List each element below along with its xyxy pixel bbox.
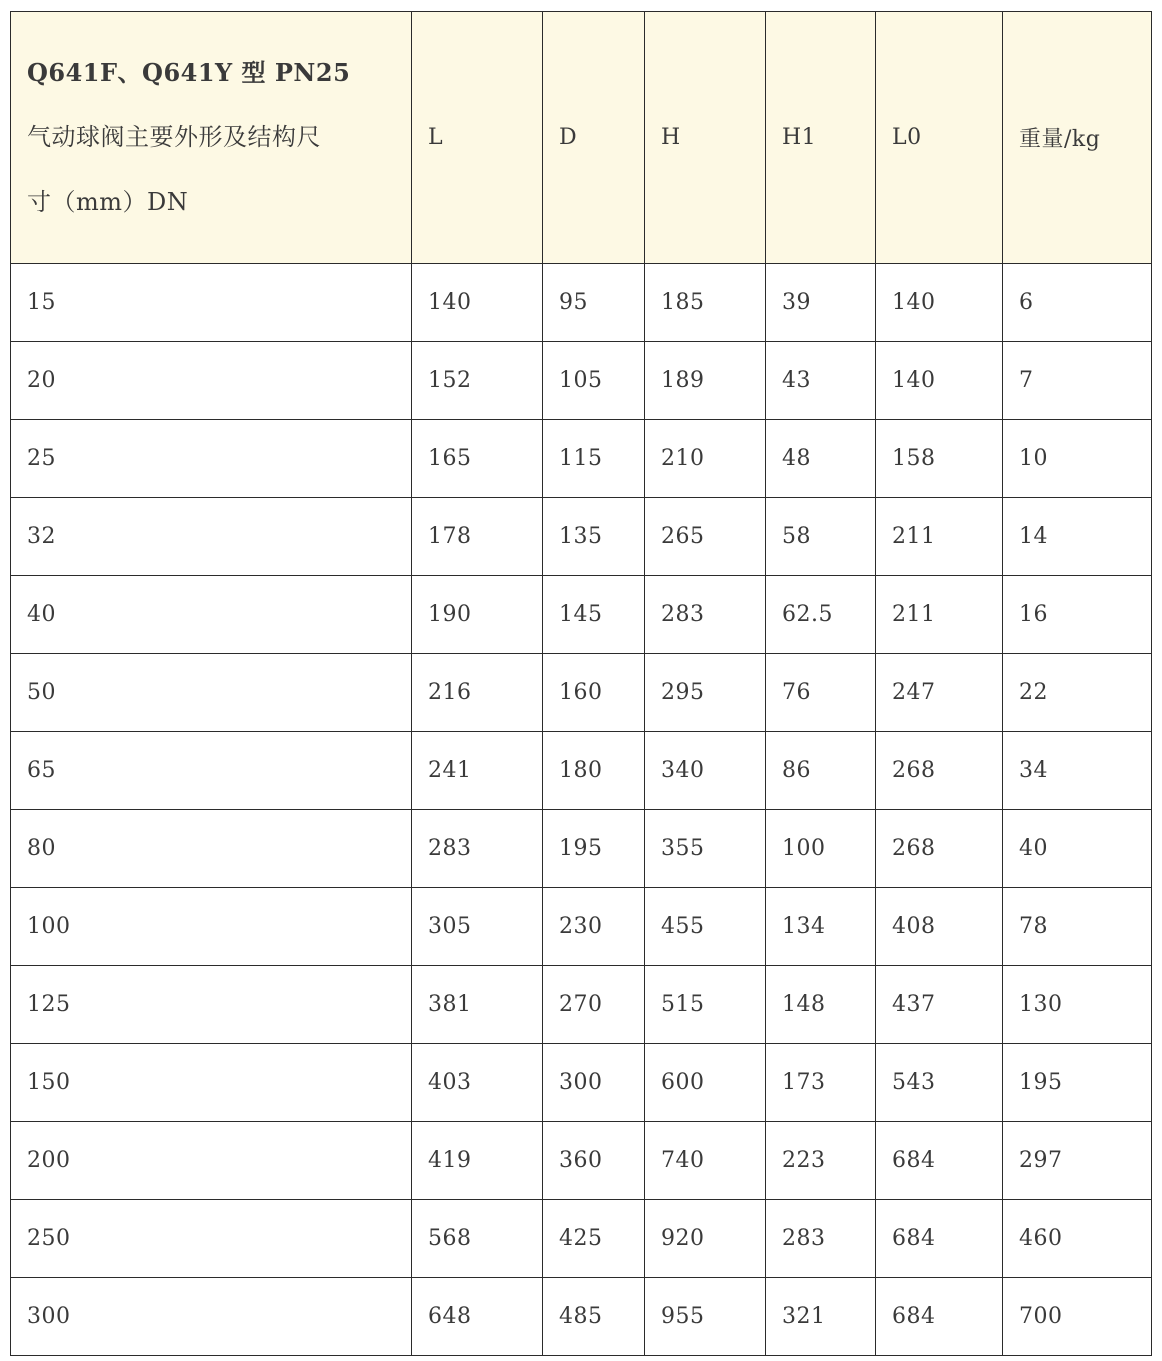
h-cell: 185 [645,264,766,342]
table-row [11,498,1152,576]
dn-cell: 65 [11,732,412,810]
l0-cell: 140 [876,342,1003,420]
dn-cell: 125 [11,966,412,1044]
table-title-cell [11,12,412,264]
weight-cell: 34 [1003,732,1152,810]
h1-cell: 39 [766,264,876,342]
l-cell: 165 [412,420,543,498]
weight-cell: 22 [1003,654,1152,732]
table-row [11,576,1152,654]
h1-cell: 223 [766,1122,876,1200]
weight-cell: 6 [1003,264,1152,342]
l-cell: 568 [412,1200,543,1278]
dn-cell: 200 [11,1122,412,1200]
column-header-h: H [645,12,766,264]
weight-cell: 460 [1003,1200,1152,1278]
h-cell: 210 [645,420,766,498]
h-cell: 740 [645,1122,766,1200]
column-header-weight: 重量/kg [1003,12,1152,264]
h-cell: 355 [645,810,766,888]
h1-cell: 148 [766,966,876,1044]
weight-cell: 297 [1003,1122,1152,1200]
d-cell: 160 [543,654,645,732]
l-cell: 381 [412,966,543,1044]
l0-cell: 268 [876,810,1003,888]
weight-cell: 16 [1003,576,1152,654]
h1-cell: 283 [766,1200,876,1278]
table-row [11,654,1152,732]
dn-cell: 40 [11,576,412,654]
table-row [11,1200,1152,1278]
table-row [11,888,1152,966]
h-cell: 600 [645,1044,766,1122]
l-cell: 403 [412,1044,543,1122]
l0-cell: 247 [876,654,1003,732]
h1-cell: 173 [766,1044,876,1122]
l-cell: 283 [412,810,543,888]
h-cell: 955 [645,1278,766,1356]
h-cell: 920 [645,1200,766,1278]
d-cell: 485 [543,1278,645,1356]
valve-dimension-table [10,11,1152,1356]
h-cell: 283 [645,576,766,654]
h1-cell: 43 [766,342,876,420]
weight-cell: 78 [1003,888,1152,966]
table-row [11,420,1152,498]
h1-cell: 321 [766,1278,876,1356]
dn-cell: 150 [11,1044,412,1122]
h1-cell: 100 [766,810,876,888]
title-line-unit: 寸（mm）DN [27,188,189,216]
weight-cell: 40 [1003,810,1152,888]
h-cell: 265 [645,498,766,576]
l0-cell: 268 [876,732,1003,810]
table-row [11,264,1152,342]
d-cell: 425 [543,1200,645,1278]
table-row [11,732,1152,810]
l0-cell: 408 [876,888,1003,966]
d-cell: 180 [543,732,645,810]
l0-cell: 684 [876,1200,1003,1278]
h-cell: 515 [645,966,766,1044]
title-line-description: 气动球阀主要外形及结构尺 [27,123,321,151]
dn-cell: 300 [11,1278,412,1356]
h1-cell: 62.5 [766,576,876,654]
table-row [11,342,1152,420]
l0-cell: 211 [876,576,1003,654]
table-row [11,1122,1152,1200]
h1-cell: 48 [766,420,876,498]
dn-cell: 15 [11,264,412,342]
dn-cell: 80 [11,810,412,888]
weight-cell: 14 [1003,498,1152,576]
l0-cell: 158 [876,420,1003,498]
l-cell: 648 [412,1278,543,1356]
h-cell: 295 [645,654,766,732]
d-cell: 115 [543,420,645,498]
dn-cell: 50 [11,654,412,732]
h-cell: 189 [645,342,766,420]
l0-cell: 684 [876,1278,1003,1356]
table-row [11,1278,1152,1356]
header-row [11,12,1152,264]
column-header-l: L [412,12,543,264]
l-cell: 419 [412,1122,543,1200]
column-header-h1: H1 [766,12,876,264]
d-cell: 300 [543,1044,645,1122]
dn-cell: 250 [11,1200,412,1278]
column-header-d: D [543,12,645,264]
d-cell: 95 [543,264,645,342]
table-row [11,1044,1152,1122]
l-cell: 152 [412,342,543,420]
column-header-l0: L0 [876,12,1003,264]
l0-cell: 140 [876,264,1003,342]
h1-cell: 86 [766,732,876,810]
d-cell: 230 [543,888,645,966]
weight-cell: 7 [1003,342,1152,420]
weight-cell: 700 [1003,1278,1152,1356]
h1-cell: 134 [766,888,876,966]
title-line-model: Q641F、Q641Y 型 PN25 [27,58,351,87]
d-cell: 270 [543,966,645,1044]
h1-cell: 58 [766,498,876,576]
h-cell: 455 [645,888,766,966]
l0-cell: 543 [876,1044,1003,1122]
d-cell: 135 [543,498,645,576]
l-cell: 305 [412,888,543,966]
dn-cell: 20 [11,342,412,420]
d-cell: 360 [543,1122,645,1200]
d-cell: 195 [543,810,645,888]
weight-cell: 10 [1003,420,1152,498]
l0-cell: 437 [876,966,1003,1044]
weight-cell: 195 [1003,1044,1152,1122]
l-cell: 241 [412,732,543,810]
l0-cell: 684 [876,1122,1003,1200]
table-row [11,966,1152,1044]
dn-cell: 100 [11,888,412,966]
dn-cell: 32 [11,498,412,576]
l-cell: 140 [412,264,543,342]
l0-cell: 211 [876,498,1003,576]
dn-cell: 25 [11,420,412,498]
d-cell: 145 [543,576,645,654]
l-cell: 216 [412,654,543,732]
l-cell: 178 [412,498,543,576]
l-cell: 190 [412,576,543,654]
d-cell: 105 [543,342,645,420]
h-cell: 340 [645,732,766,810]
table-row [11,810,1152,888]
h1-cell: 76 [766,654,876,732]
weight-cell: 130 [1003,966,1152,1044]
